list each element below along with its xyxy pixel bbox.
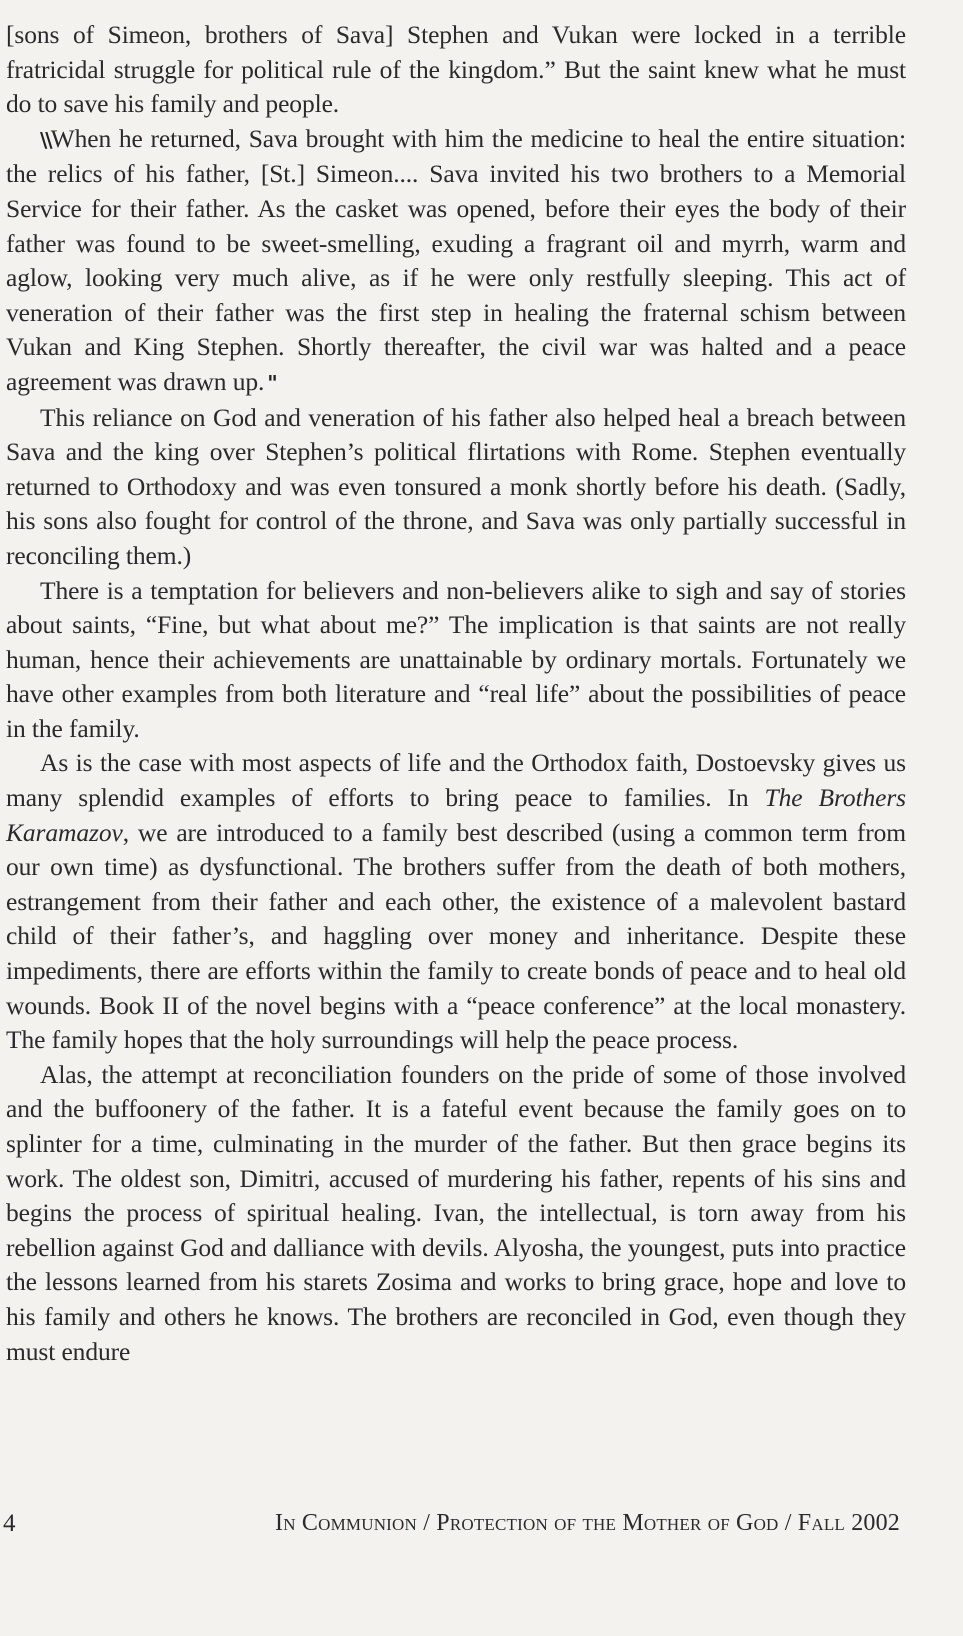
- page-number: 4: [3, 1510, 16, 1537]
- book-title: The Brothers Karamazov: [6, 783, 906, 847]
- journal-running-footer: In Communion / Protection of the Mother of God / Fall 2002: [275, 1510, 900, 1536]
- paragraph-2: [6, 122, 906, 401]
- paragraph-3: This reliance on God and veneration of his father also helped heal a breach between Sava and the king over Stephen’s political flirtations with Rome. Stephen eventually returned to Orthodoxy and was even tonsured a monk shortly before his death. (Sadly, his sons also fought for control of the throne, and Sava was only partially successful in reconciling them.): [6, 402, 906, 570]
- paragraph-6: Alas, the attempt at reconciliation founders on the pride of some of those involved and the buffoonery of the father. It is a fateful event because the family goes on to splinter for a time, culminating in the murder of the father. But then grace begins its work. The oldest son, Dimitri, accused of murdering his father, repents of his sins and begins the process of spiritual healing. Ivan, the intellectual, is torn away from his rebellion against God and dalliance with devils. Alyosha, the youngest, puts into practice the lessons learned from his starets Zosima and works to bring grace, hope and love to his family and others he knows. The brothers are reconciled in God, even though they must endure: [6, 1059, 906, 1366]
- page-body: [6, 18, 906, 1369]
- paragraph-5-end: , we are introduced to a family best described (using a common term from our own time) as dysfunctional. The brothers suffer from the death of both mothers, estrangement from their father and each other, the existence of a malevolent bastard child of their father’s, and haggling over money and inheritance. Despite these impediments, there are efforts within the family to create bonds of peace and to heal old wounds. Book II of the novel begins with a “peace conference” at the local monastery. The family hopes that the holy surroundings will help the peace process.: [6, 817, 906, 1055]
- paragraph-5: [6, 746, 906, 1057]
- paragraph-4: There is a temptation for believers and non-believers alike to sigh and say of stories about saints, “Fine, but what about me?” The implication is that saints are not really human, hence their achievements are unattainable by ordinary mortals. Fortunately we have other examples from both literature and “real life” about the possibilities of peace in the family.: [6, 575, 906, 743]
- paragraph-1: [sons of Simeon, brothers of Sava] Stephen and Vukan were locked in a terrible fratricidal struggle for political rule of the kingdom.” But the saint knew what he must do to save his family and people.: [6, 20, 906, 119]
- quote-close-mark: ": [267, 370, 278, 395]
- paragraph-2-text: When he returned, Sava brought with him the medicine to heal the entire situation: the relics of his father, [St.] Simeon.... Sava invited his two brothers to a Memorial Service for their father. As the casket was opened, before their eyes the body of their father was found to be sweet-smelling, exuding a fragrant oil and myrrh, warm and aglow, looking very much alive, as if he were only restfully sleeping. This act of veneration of their father was the first step in healing the fraternal schism between Vukan and King Stephen. Shortly thereafter, the civil war was halted and a peace agreement was drawn up.: [6, 123, 906, 396]
- paragraph-5-start: As is the case with most aspects of life and the Orthodox faith, Dostoevsky gives us many splendid examples of efforts to bring peace to families. In: [6, 748, 906, 813]
- quote-open-mark: \\: [40, 127, 51, 152]
- page-footer: [0, 1510, 900, 1550]
